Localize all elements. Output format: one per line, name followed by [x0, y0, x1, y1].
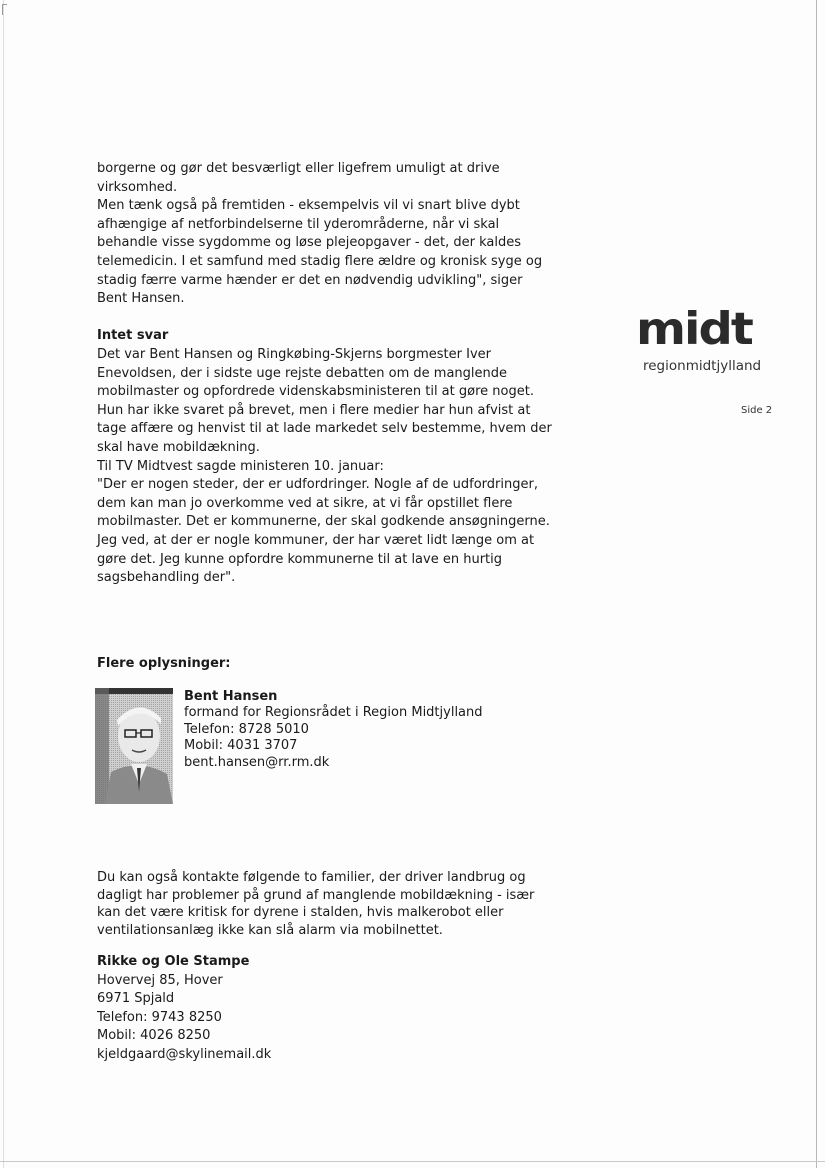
- contact-person: [184, 689, 483, 771]
- body-paragraph-2: Det var Bent Hansen og Ringkøbing-Skjerns borgmester Iver Enevoldsen, der i sidste uge rejste debatten om de manglende mobilmaster og opfordrede videnskabsministeren til at gøre noget. Hun har ikke svaret på brevet, men i flere medier har hun afvist at tage affære og henvist til at lade markedet selv bestemme, hvem der skal have mobildækning. Til TV Midtvest sagde ministeren 10. januar: "Der er nogen steder, der er udfordringer. Nogle af de udfordringer, dem kan man jo overkomme ved at sikre, at vi får opstillet flere mobilmaster. Det er kommunerne, der skal godkende ansøgningerne. Jeg ved, at der er nogle kommuner, der har været lidt længe om at gøre det. Jeg kunne opfordre kommunerne til at lave en hurtig sagsbehandling der".: [97, 347, 552, 586]
- portrait-photo: [95, 688, 173, 804]
- scan-corner-mark: [2, 4, 7, 15]
- region-midtjylland-logo: [636, 303, 781, 374]
- logo-wordmark: midt: [636, 303, 752, 355]
- logo-subtitle: regionmidtjylland: [643, 358, 762, 374]
- heading-flere-oplysninger: Flere oplysninger:: [97, 656, 231, 671]
- contact-mobile: Mobil: 4031 3707: [184, 738, 298, 754]
- scan-edge-right: [816, 0, 817, 1168]
- family-name: Rikke og Ole Stampe: [97, 954, 250, 969]
- contact-role: formand for Regionsrådet i Region Midtjylland: [184, 705, 483, 721]
- scan-edge-bottom: [0, 1161, 825, 1162]
- heading-intet-svar: Intet svar: [97, 328, 169, 343]
- page-number: Side 2: [741, 405, 773, 416]
- contact-phone: Telefon: 8728 5010: [184, 721, 309, 737]
- body-paragraph-3: Du kan også kontakte følgende to familier, der driver landbrug og dagligt har problemer på grund af manglende mobildækning - især kan det være kritisk for dyrene i stalden, hvis malkerobot eller ventilationsanlæg ikke kan slå alarm via mobilnettet.: [97, 870, 535, 938]
- contact-name: Bent Hansen: [184, 689, 278, 704]
- scan-edge-left: [3, 0, 4, 1168]
- family-contact-details: Hovervej 85, Hover 6971 Spjald Telefon: 9743 8250 Mobil: 4026 8250 kjeldgaard@skylinemail.dk: [97, 973, 272, 1062]
- contact-email[interactable]: bent.hansen@rr.rm.dk: [184, 754, 330, 770]
- body-paragraph-1: borgerne og gør det besværligt eller ligefrem umuligt at drive virksomhed. Men tænk også på fremtiden - eksempelvis vil vi snart blive dybt afhængige af netforbindelserne til yderområderne, når vi skal behandle visse sygdomme og løse plejeopgaver - det, der kaldes telemedicin. I et samfund med stadig flere ældre og kronisk syge og stadig færre varme hænder er det en nødvendig udvikling", siger Bent Hansen.: [97, 161, 543, 307]
